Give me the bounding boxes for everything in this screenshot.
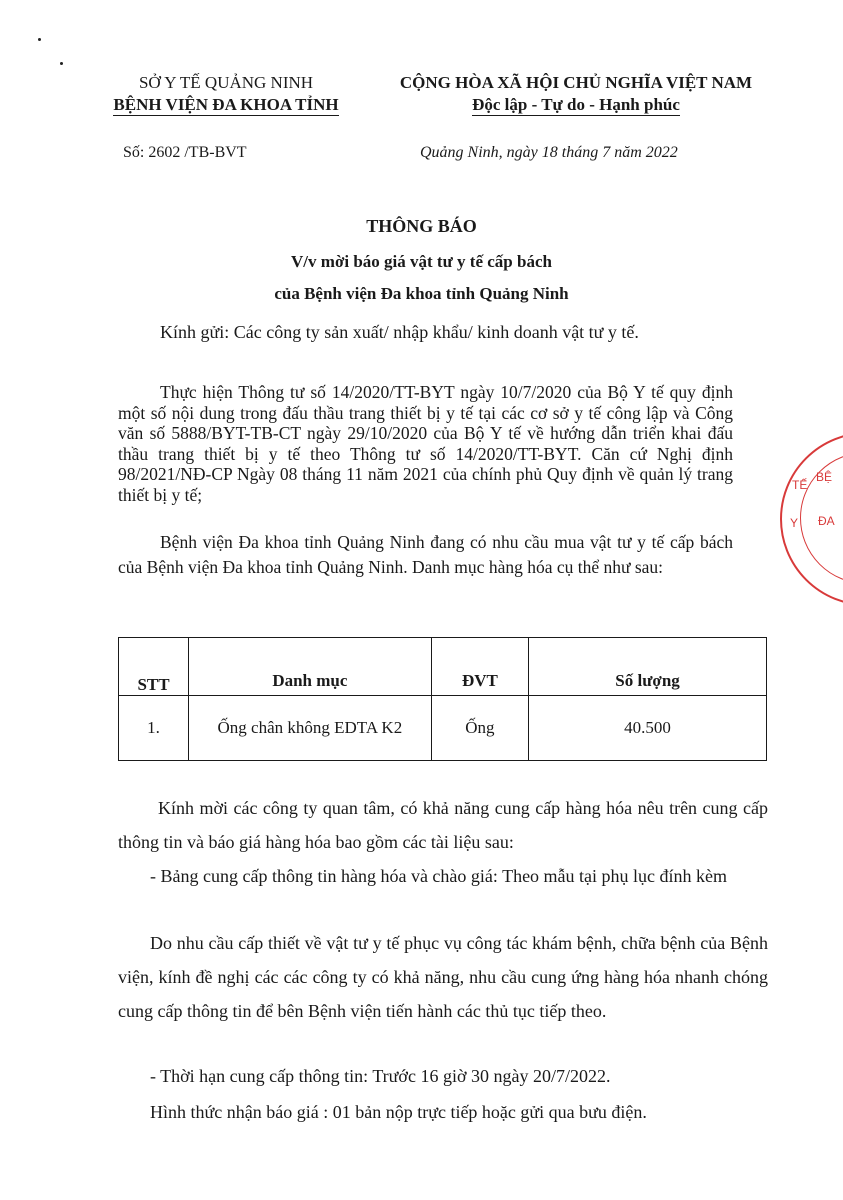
seal-text: Y	[790, 516, 799, 530]
nation-line-2: Độc lập - Tự do - Hạnh phúc	[472, 95, 680, 114]
table-header-row	[119, 638, 767, 696]
issuing-organization	[86, 72, 366, 116]
document-subject-2: của Bệnh viện Đa khoa tỉnh Quảng Ninh	[274, 284, 569, 303]
official-seal	[780, 432, 843, 606]
seal-text: ĐA	[818, 514, 835, 528]
national-heading	[366, 72, 786, 116]
cell-so-luong: 40.500	[529, 696, 767, 761]
document-number: Số: 2602 /TB-BVT	[123, 144, 247, 161]
document-title: THÔNG BÁO	[366, 216, 477, 236]
header-dvt: ĐVT	[431, 638, 528, 696]
cell-danh-muc: Ống chân không EDTA K2	[189, 696, 432, 761]
org-line-1: SỞ Y TẾ QUẢNG NINH	[138, 73, 314, 92]
cell-dvt: Ống	[431, 696, 528, 761]
header-stt: STT	[119, 638, 189, 696]
invitation-text: Kính mời các công ty quan tâm, có khả năng cung cấp hàng hóa nêu trên cung cấp thông tin và báo giá hàng hóa bao gồm các tài liệu sau:	[118, 798, 768, 852]
table-row	[119, 696, 767, 761]
scan-speck	[38, 38, 41, 41]
invitation-item: - Bảng cung cấp thông tin hàng hóa và chào giá: Theo mẫu tại phụ lục đính kèm	[150, 866, 728, 886]
paragraph-invitation	[118, 791, 768, 893]
recipient-line: Kính gửi: Các công ty sản xuất/ nhập khẩu/ kinh doanh vật tư y tế.	[160, 322, 639, 342]
deadline-line: - Thời hạn cung cấp thông tin: Trước 16 giờ 30 ngày 20/7/2022.	[150, 1066, 611, 1086]
seal-text: TẾ	[792, 478, 808, 492]
paragraph-need: Bệnh viện Đa khoa tỉnh Quảng Ninh đang có nhu cầu mua vật tư y tế cấp bách của Bệnh viện Đa khoa tỉnh Quảng Ninh. Danh mục hàng hóa cụ thể như sau:	[118, 532, 733, 577]
header-danh-muc: Danh mục	[189, 638, 432, 696]
header-so-luong: Số lượng	[529, 638, 767, 696]
document-subject-1: V/v mời báo giá vật tư y tế cấp bách	[291, 252, 552, 271]
org-line-2: BỆNH VIỆN ĐA KHOA TỈNH	[113, 95, 339, 114]
cell-stt: 1.	[119, 696, 189, 761]
seal-text: BỆ	[816, 470, 833, 484]
nation-line-1: CỘNG HÒA XÃ HỘI CHỦ NGHĨA VIỆT NAM	[399, 73, 753, 92]
paragraph-legal-basis: Thực hiện Thông tư số 14/2020/TT-BYT ngày 10/7/2020 của Bộ Y tế quy định một số nội dung trong đấu thầu trang thiết bị y tế tại các cơ sở y tế công lập và Công văn số 5888/BYT-TB-CT ngày 29/10/2020 của Bộ Y tế về hướng dẫn triển khai đấu thầu trang thiết bị y tế theo Thông tư số 14/2020/TT-BYT. Căn cứ Nghị định 98/2021/NĐ-CP Ngày 08 tháng 11 năm 2021 của chính phủ Quy định về quản lý trang thiết bị y tế;	[118, 382, 733, 505]
items-table	[118, 637, 767, 761]
paragraph-urgency: Do nhu cầu cấp thiết về vật tư y tế phục vụ công tác khám bệnh, chữa bệnh của Bệnh viện, kính đề nghị các các công ty có khả năng, nhu cầu cung ứng hàng hóa nhanh chóng cung cấp thông tin để bên Bệnh viện tiến hành các thủ tục tiếp theo.	[118, 933, 768, 1021]
place-date: Quảng Ninh, ngày 18 tháng 7 năm 2022	[420, 144, 678, 161]
scan-speck	[60, 62, 63, 65]
submission-method-line: Hình thức nhận báo giá : 01 bản nộp trực tiếp hoặc gửi qua bưu điện.	[150, 1102, 647, 1122]
